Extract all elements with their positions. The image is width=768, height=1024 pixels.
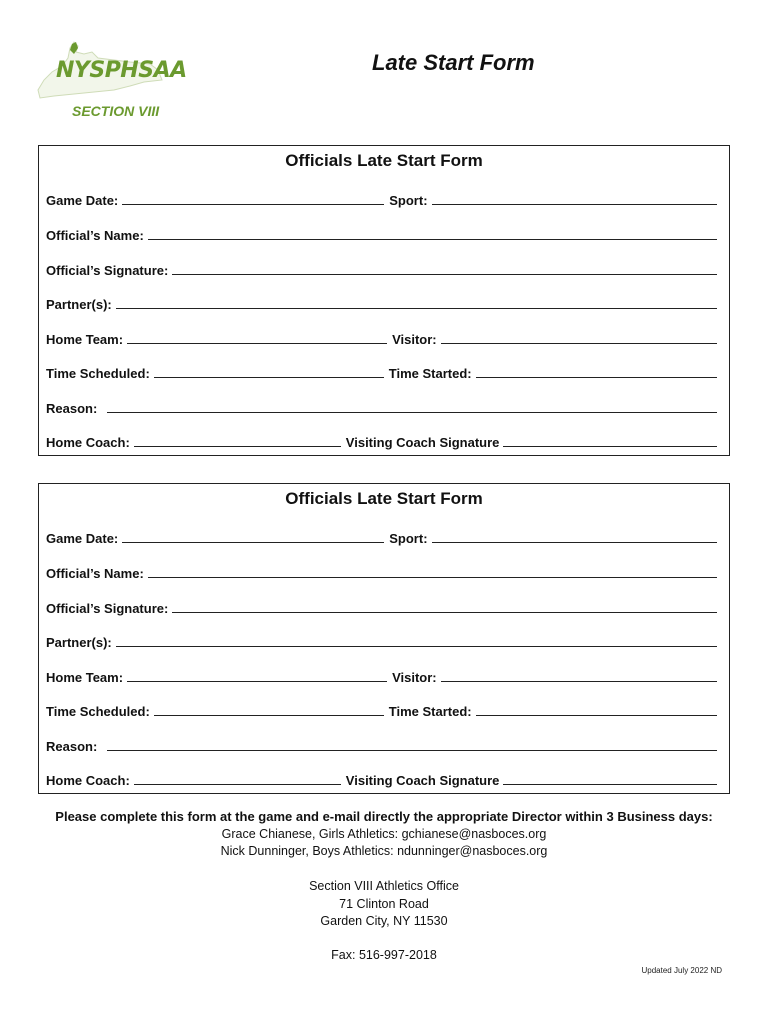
visiting-coach-label: Visiting Coach Signature (345, 435, 500, 450)
page-title: Late Start Form (372, 50, 535, 75)
visitor-label: Visitor: (392, 670, 437, 685)
visitor-field[interactable] (441, 343, 717, 344)
form-title: Officials Late Start Form (285, 489, 483, 508)
game-date-field[interactable] (122, 204, 384, 205)
instruction-text: Please complete this form at the game and e-mail directly the appropriate Director within 3 Business days: (55, 809, 713, 824)
visiting-coach-field[interactable] (503, 446, 717, 447)
home-team-field[interactable] (127, 343, 387, 344)
time-scheduled-label: Time Scheduled: (46, 704, 150, 719)
reason-row (46, 398, 717, 416)
sport-label: Sport: (389, 193, 428, 208)
officials-signature-field[interactable] (172, 274, 717, 275)
contact-girls: Grace Chianese, Girls Athletics: gchianese@nasboces.org (221, 826, 547, 841)
logo-section-label: SECTION VIII (72, 103, 160, 119)
partners-label: Partner(s): (46, 297, 112, 312)
partners-field[interactable] (116, 646, 717, 647)
time-scheduled-field[interactable] (154, 377, 384, 378)
updated-note: Updated July 2022 ND (641, 966, 722, 975)
officials-name-row (46, 225, 717, 243)
reason-field[interactable] (107, 412, 717, 413)
visitor-label: Visitor: (392, 332, 437, 347)
sport-field[interactable] (432, 542, 717, 543)
officials-name-row (46, 563, 717, 581)
visiting-coach-field[interactable] (503, 784, 717, 785)
time-started-label: Time Started: (388, 366, 472, 381)
late-start-form-2 (38, 483, 730, 794)
partners-field[interactable] (116, 308, 717, 309)
reason-label: Reason: (46, 401, 98, 416)
reason-row (46, 736, 717, 754)
game-date-row (46, 190, 717, 208)
nysphsaa-logo (34, 40, 187, 122)
office-address (0, 878, 768, 931)
reason-label: Reason: (46, 739, 98, 754)
office-name: Section VIII Athletics Office (309, 879, 459, 893)
home-team-label: Home Team: (46, 332, 124, 347)
coach-row (46, 432, 717, 450)
officials-signature-field[interactable] (172, 612, 717, 613)
time-row (46, 701, 717, 719)
partners-row (46, 294, 717, 312)
officials-name-field[interactable] (148, 577, 717, 578)
address-line-1: 71 Clinton Road (339, 896, 429, 911)
game-date-row (46, 528, 717, 546)
reason-field[interactable] (107, 750, 717, 751)
officials-name-label: Official’s Name: (46, 228, 144, 243)
home-coach-label: Home Coach: (46, 773, 130, 788)
officials-signature-row (46, 260, 717, 278)
instructions (0, 808, 768, 861)
time-started-field[interactable] (476, 715, 717, 716)
form-title: Officials Late Start Form (285, 151, 483, 170)
late-start-form-1 (38, 145, 730, 456)
time-scheduled-field[interactable] (154, 715, 384, 716)
coach-row (46, 770, 717, 788)
game-date-field[interactable] (122, 542, 384, 543)
visitor-field[interactable] (441, 681, 717, 682)
officials-signature-row (46, 598, 717, 616)
time-scheduled-label: Time Scheduled: (46, 366, 150, 381)
partners-label: Partner(s): (46, 635, 112, 650)
officials-name-label: Official’s Name: (46, 566, 144, 581)
time-started-label: Time Started: (388, 704, 472, 719)
officials-signature-label: Official’s Signature: (46, 601, 169, 616)
home-coach-label: Home Coach: (46, 435, 130, 450)
sport-field[interactable] (432, 204, 717, 205)
logo-wordmark: NYSPHSAA (56, 58, 187, 83)
home-team-row (46, 667, 717, 685)
home-team-field[interactable] (127, 681, 387, 682)
visiting-coach-label: Visiting Coach Signature (345, 773, 500, 788)
game-date-label: Game Date: (46, 531, 119, 546)
officials-name-field[interactable] (148, 239, 717, 240)
time-started-field[interactable] (476, 377, 717, 378)
home-coach-field[interactable] (134, 446, 341, 447)
address-line-2: Garden City, NY 11530 (320, 914, 448, 928)
officials-signature-label: Official’s Signature: (46, 263, 169, 278)
contact-boys: Nick Dunninger, Boys Athletics: ndunninger@nasboces.org (220, 844, 548, 858)
home-team-label: Home Team: (46, 670, 124, 685)
home-team-row (46, 329, 717, 347)
game-date-label: Game Date: (46, 193, 119, 208)
partners-row (46, 632, 717, 650)
time-row (46, 363, 717, 381)
home-coach-field[interactable] (134, 784, 341, 785)
fax: Fax: 516-997-2018 (331, 948, 437, 962)
sport-label: Sport: (389, 531, 428, 546)
